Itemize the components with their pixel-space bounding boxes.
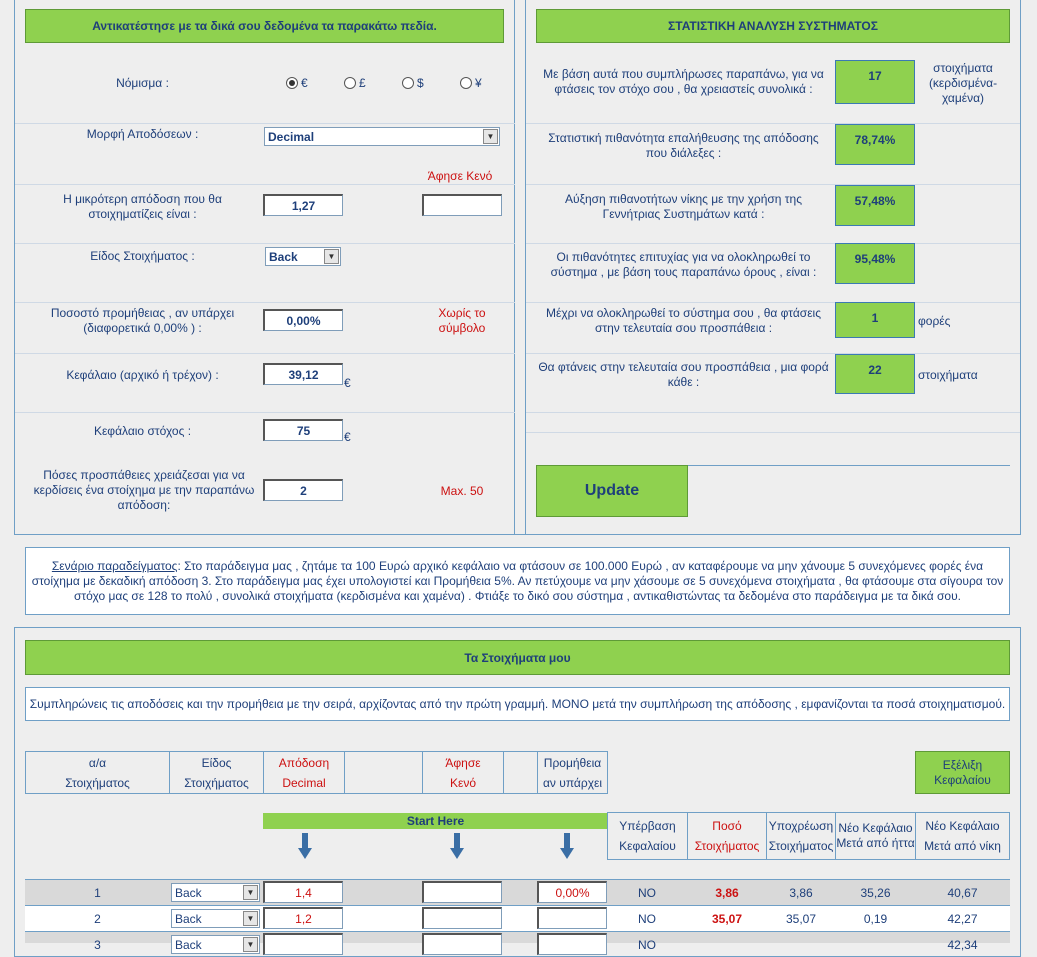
update-button[interactable]: Update bbox=[536, 465, 688, 517]
row-separator bbox=[526, 432, 1020, 433]
currency-radio-gbp[interactable] bbox=[344, 76, 366, 90]
row-number: 2 bbox=[94, 911, 101, 926]
col-header-after-win bbox=[915, 812, 1010, 860]
target-input[interactable]: 75 bbox=[263, 419, 343, 441]
min-odds-label: Η μικρότερη απόδοση που θα στοιχηματίζεις είναι : bbox=[63, 192, 222, 221]
bet-type-value: Back bbox=[269, 249, 298, 264]
row-odds-input[interactable]: 1,4 bbox=[263, 881, 343, 903]
stat-label-success: Οι πιθανότητες επιτυχίας για να ολοκληρωθεί το σύστημα , με βάση τους παραπάνω όρους , είναι : bbox=[550, 250, 817, 279]
stat-value-every: 22 bbox=[835, 354, 915, 394]
chevron-down-icon: ▼ bbox=[243, 911, 258, 926]
target-currency-symbol: € bbox=[344, 430, 351, 444]
chevron-down-icon: ▼ bbox=[324, 249, 339, 264]
row-stake: 3,86 bbox=[715, 885, 739, 900]
stat-label-probability: Στατιστική πιθανότητα επαλήθευσης της απόδοσης που διάλεξες : bbox=[548, 131, 819, 160]
min-odds-input[interactable]: 1,27 bbox=[263, 194, 343, 216]
row-odds-input[interactable]: 1,2 bbox=[263, 907, 343, 929]
bets-header: Τα Στοιχήματα μου bbox=[25, 640, 1010, 675]
row-separator bbox=[526, 353, 1020, 354]
stat-unit-every: στοιχήματα bbox=[918, 368, 978, 382]
bet-type-label: Είδος Στοιχήματος : bbox=[90, 248, 195, 263]
row-separator bbox=[15, 123, 515, 124]
currency-gbp-label: £ bbox=[359, 76, 366, 90]
col-after-loss-line2: Μετά από ήττα bbox=[836, 836, 915, 850]
col-evolution-line2: Κεφαλαίου bbox=[934, 772, 991, 787]
panel-divider-2 bbox=[525, 0, 526, 535]
row-after-loss: 35,26 bbox=[860, 885, 891, 900]
col-type-line1: Είδος bbox=[201, 755, 232, 770]
stat-label-last-attempt: Μέχρι να ολοκληρωθεί το σύστημα σου , θα φτάσεις στην τελευταία σου προσπάθεια : bbox=[545, 306, 822, 335]
row-exceed: NO bbox=[638, 885, 656, 900]
row-number: 1 bbox=[94, 885, 101, 900]
row-separator bbox=[15, 353, 515, 354]
row-separator bbox=[15, 243, 515, 244]
stat-value-total-bets: 17 bbox=[835, 60, 915, 104]
row-bet-type-select[interactable] bbox=[171, 935, 260, 954]
panel-divider bbox=[514, 0, 515, 535]
col-after-win-line1: Νέο Κεφάλαιο bbox=[925, 819, 1000, 833]
col-stake-line1: Ποσό bbox=[712, 819, 742, 833]
leave-empty-input[interactable] bbox=[422, 194, 502, 216]
bet-type-select[interactable] bbox=[265, 247, 341, 266]
row-commission-input[interactable] bbox=[537, 933, 607, 955]
attempts-max-note: Max. 50 bbox=[440, 484, 484, 498]
col-type-line2: Στοιχήματος bbox=[184, 775, 249, 790]
row-separator bbox=[15, 302, 515, 303]
col-header-blank-2 bbox=[503, 751, 538, 794]
row-separator bbox=[526, 412, 1020, 413]
stat-value-probability: 78,74% bbox=[835, 124, 915, 165]
row-after-win: 40,67 bbox=[947, 885, 978, 900]
chevron-down-icon: ▼ bbox=[483, 129, 498, 144]
col-exceed-line2: Κεφαλαίου bbox=[619, 839, 676, 853]
row-after-loss: 0,19 bbox=[863, 911, 888, 926]
commission-note: Χωρίς το σύμβολο bbox=[438, 306, 486, 335]
col-commission-line1: Προμήθεια bbox=[543, 755, 602, 770]
commission-input[interactable]: 0,00% bbox=[263, 309, 343, 331]
update-separator bbox=[688, 465, 1010, 466]
leave-empty-note: Άφησε Κενό bbox=[427, 169, 493, 183]
currency-radio-usd[interactable] bbox=[402, 76, 424, 90]
row-bet-type-value: Back bbox=[175, 885, 202, 900]
row-liability: 3,86 bbox=[789, 885, 813, 900]
commission-label: Ποσοστό προμήθειας , αν υπάρχει (διαφορετικά 0,00% ) : bbox=[50, 306, 235, 335]
stat-unit-total-bets: στοιχήματα (κερδισμένα-χαμένα) bbox=[928, 61, 998, 105]
col-header-odds bbox=[263, 751, 345, 794]
odds-format-label: Μορφή Αποδόσεων : bbox=[86, 126, 199, 141]
currency-jpy-label: ¥ bbox=[475, 76, 482, 90]
col-odds-line1: Απόδοση bbox=[278, 755, 330, 770]
stat-value-success: 95,48% bbox=[835, 243, 915, 284]
row-liability: 35,07 bbox=[785, 911, 817, 926]
col-aa-line1: α/α bbox=[88, 755, 107, 770]
odds-format-select[interactable] bbox=[264, 127, 500, 146]
col-empty-line1: Άφησε bbox=[445, 755, 481, 770]
col-liability-line1: Υποχρέωση bbox=[768, 819, 834, 833]
scenario-box bbox=[25, 547, 1010, 615]
row-empty-input[interactable] bbox=[422, 881, 502, 903]
row-commission-input[interactable]: 0,00% bbox=[537, 881, 607, 903]
currency-radio-jpy[interactable] bbox=[460, 76, 482, 90]
col-header-after-loss bbox=[835, 812, 916, 860]
start-here-bar: Start Here bbox=[263, 813, 608, 829]
col-header-exceed bbox=[607, 812, 688, 860]
capital-label: Κεφάλαιο (αρχικό ή τρέχον) : bbox=[66, 367, 219, 382]
row-bet-type-select[interactable] bbox=[171, 909, 260, 928]
left-panel-header: Αντικατέστησε με τα δικά σου δεδομένα τα παρακάτω πεδία. bbox=[25, 9, 504, 43]
scenario-text: : Στο παράδειγμα μας , ζητάμε τα 100 Ευρώ αρχικό κεφάλαιο να φτάσουν σε 100.000 Ευρώ , αν καταφέρουμε να μην χάνουμε 5 συνεχόμενες φορές ένα στοίχημα με δεκαδική απόδοση 3. Στο παράδειγμα μας έχει υπολογιστεί και Προμήθεια 5%. Αν πετύχουμε να μην χάσουμε σε 5 συνεχόμενα στοιχήματα , θα φτάσουμε στα σίγουρα τον στόχο μας σε 128 το πολύ , συνολικά στοιχήματα (κερδισμένα και χαμένα) . Φτιάξε το δικό σου σύστημα , αντικαθιστώντας τα δεδομένα στο παράδειγμα με τα δικά σου. bbox=[31, 559, 1004, 603]
col-liability-line2: Στοιχήματος bbox=[768, 839, 834, 853]
col-header-aa bbox=[25, 751, 170, 794]
col-commission-line2: αν υπάρχει bbox=[542, 775, 603, 790]
col-after-win-line2: Μετά από νίκη bbox=[924, 839, 1001, 853]
row-stake: 35,07 bbox=[711, 911, 743, 926]
capital-currency-symbol: € bbox=[344, 376, 351, 390]
col-header-evolution bbox=[915, 751, 1010, 794]
currency-radio-eur[interactable] bbox=[286, 76, 308, 90]
row-after-win: 42,34 bbox=[947, 937, 978, 952]
attempts-input[interactable]: 2 bbox=[263, 479, 343, 501]
row-commission-input[interactable] bbox=[537, 907, 607, 929]
odds-format-value: Decimal bbox=[268, 129, 315, 144]
col-aa-line2: Στοιχήματος bbox=[65, 775, 130, 790]
stat-label-increase: Αύξηση πιθανοτήτων νίκης με την χρήση της Γεννήτριας Συστημάτων κατά : bbox=[565, 192, 802, 221]
row-exceed: NO bbox=[638, 911, 656, 926]
stat-value-last-attempt: 1 bbox=[835, 302, 915, 338]
col-after-loss-line1: Νέο Κεφάλαιο bbox=[838, 821, 913, 835]
row-empty-input[interactable] bbox=[422, 933, 502, 955]
row-separator bbox=[526, 184, 1020, 185]
col-header-type bbox=[169, 751, 264, 794]
arrow-down-icon bbox=[450, 833, 464, 859]
row-exceed: NO bbox=[638, 937, 656, 952]
col-header-blank bbox=[344, 751, 423, 794]
row-separator bbox=[526, 123, 1020, 124]
stat-label-every: Θα φτάνεις στην τελευταία σου προσπάθεια , μια φορά κάθε : bbox=[538, 360, 829, 389]
row-empty-input[interactable] bbox=[422, 907, 502, 929]
row-separator bbox=[15, 412, 515, 413]
row-separator bbox=[526, 243, 1020, 244]
col-header-stake bbox=[687, 812, 767, 860]
col-header-liability bbox=[766, 812, 836, 860]
col-stake-line2: Στοιχήματος bbox=[694, 839, 760, 853]
stat-value-increase: 57,48% bbox=[835, 185, 915, 226]
col-exceed-line1: Υπέρβαση bbox=[619, 819, 676, 833]
col-header-empty bbox=[422, 751, 504, 794]
capital-input[interactable]: 39,12 bbox=[263, 363, 343, 385]
chevron-down-icon: ▼ bbox=[243, 885, 258, 900]
row-after-win: 42,27 bbox=[947, 911, 978, 926]
col-header-commission bbox=[537, 751, 608, 794]
row-bet-type-value: Back bbox=[175, 911, 202, 926]
right-panel-header: ΣΤΑΤΙΣΤΙΚΗ ΑΝΑΛΥΣΗ ΣΥΣΤΗΜΑΤΟΣ bbox=[536, 9, 1010, 43]
currency-eur-label: € bbox=[301, 76, 308, 90]
stat-unit-last-attempt: φορές bbox=[918, 314, 951, 328]
col-empty-line2: Κενό bbox=[449, 775, 477, 790]
row-bet-type-value: Back bbox=[175, 937, 202, 952]
arrow-down-icon bbox=[560, 833, 574, 859]
currency-usd-label: $ bbox=[417, 76, 424, 90]
row-separator bbox=[526, 302, 1020, 303]
row-separator bbox=[15, 184, 515, 185]
arrow-down-icon bbox=[298, 833, 312, 859]
stat-label-total-bets: Με βάση αυτά που συμπλήρωσες παραπάνω, για να φτάσεις τον στόχο σου , θα χρειαστείς συνολικά : bbox=[543, 67, 824, 96]
bets-instructions: Συμπληρώνεις τις αποδόσεις και την προμήθεια με την σειρά, αρχίζοντας από την πρώτη γραμμή. ΜΟΝΟ μετά την συμπλήρωση της απόδοσης , εμφανίζονται τα ποσά στοιχηματισμού. bbox=[25, 687, 1010, 721]
target-label: Κεφάλαιο στόχος : bbox=[93, 423, 192, 438]
scenario-title: Σενάριο παραδείγματος bbox=[51, 559, 178, 573]
col-evolution-line1: Εξέλιξη bbox=[942, 757, 983, 772]
attempts-label: Πόσες προσπάθειες χρειάζεσαι για να κερδίσεις ένα στοίχημα με την παραπάνω απόδοση: bbox=[33, 467, 255, 512]
row-number: 3 bbox=[94, 937, 101, 952]
row-odds-input[interactable] bbox=[263, 933, 343, 955]
col-odds-line2: Decimal bbox=[282, 775, 326, 790]
chevron-down-icon: ▼ bbox=[243, 937, 258, 952]
currency-label: Νόμισμα : bbox=[116, 75, 169, 90]
row-bet-type-select[interactable] bbox=[171, 883, 260, 902]
